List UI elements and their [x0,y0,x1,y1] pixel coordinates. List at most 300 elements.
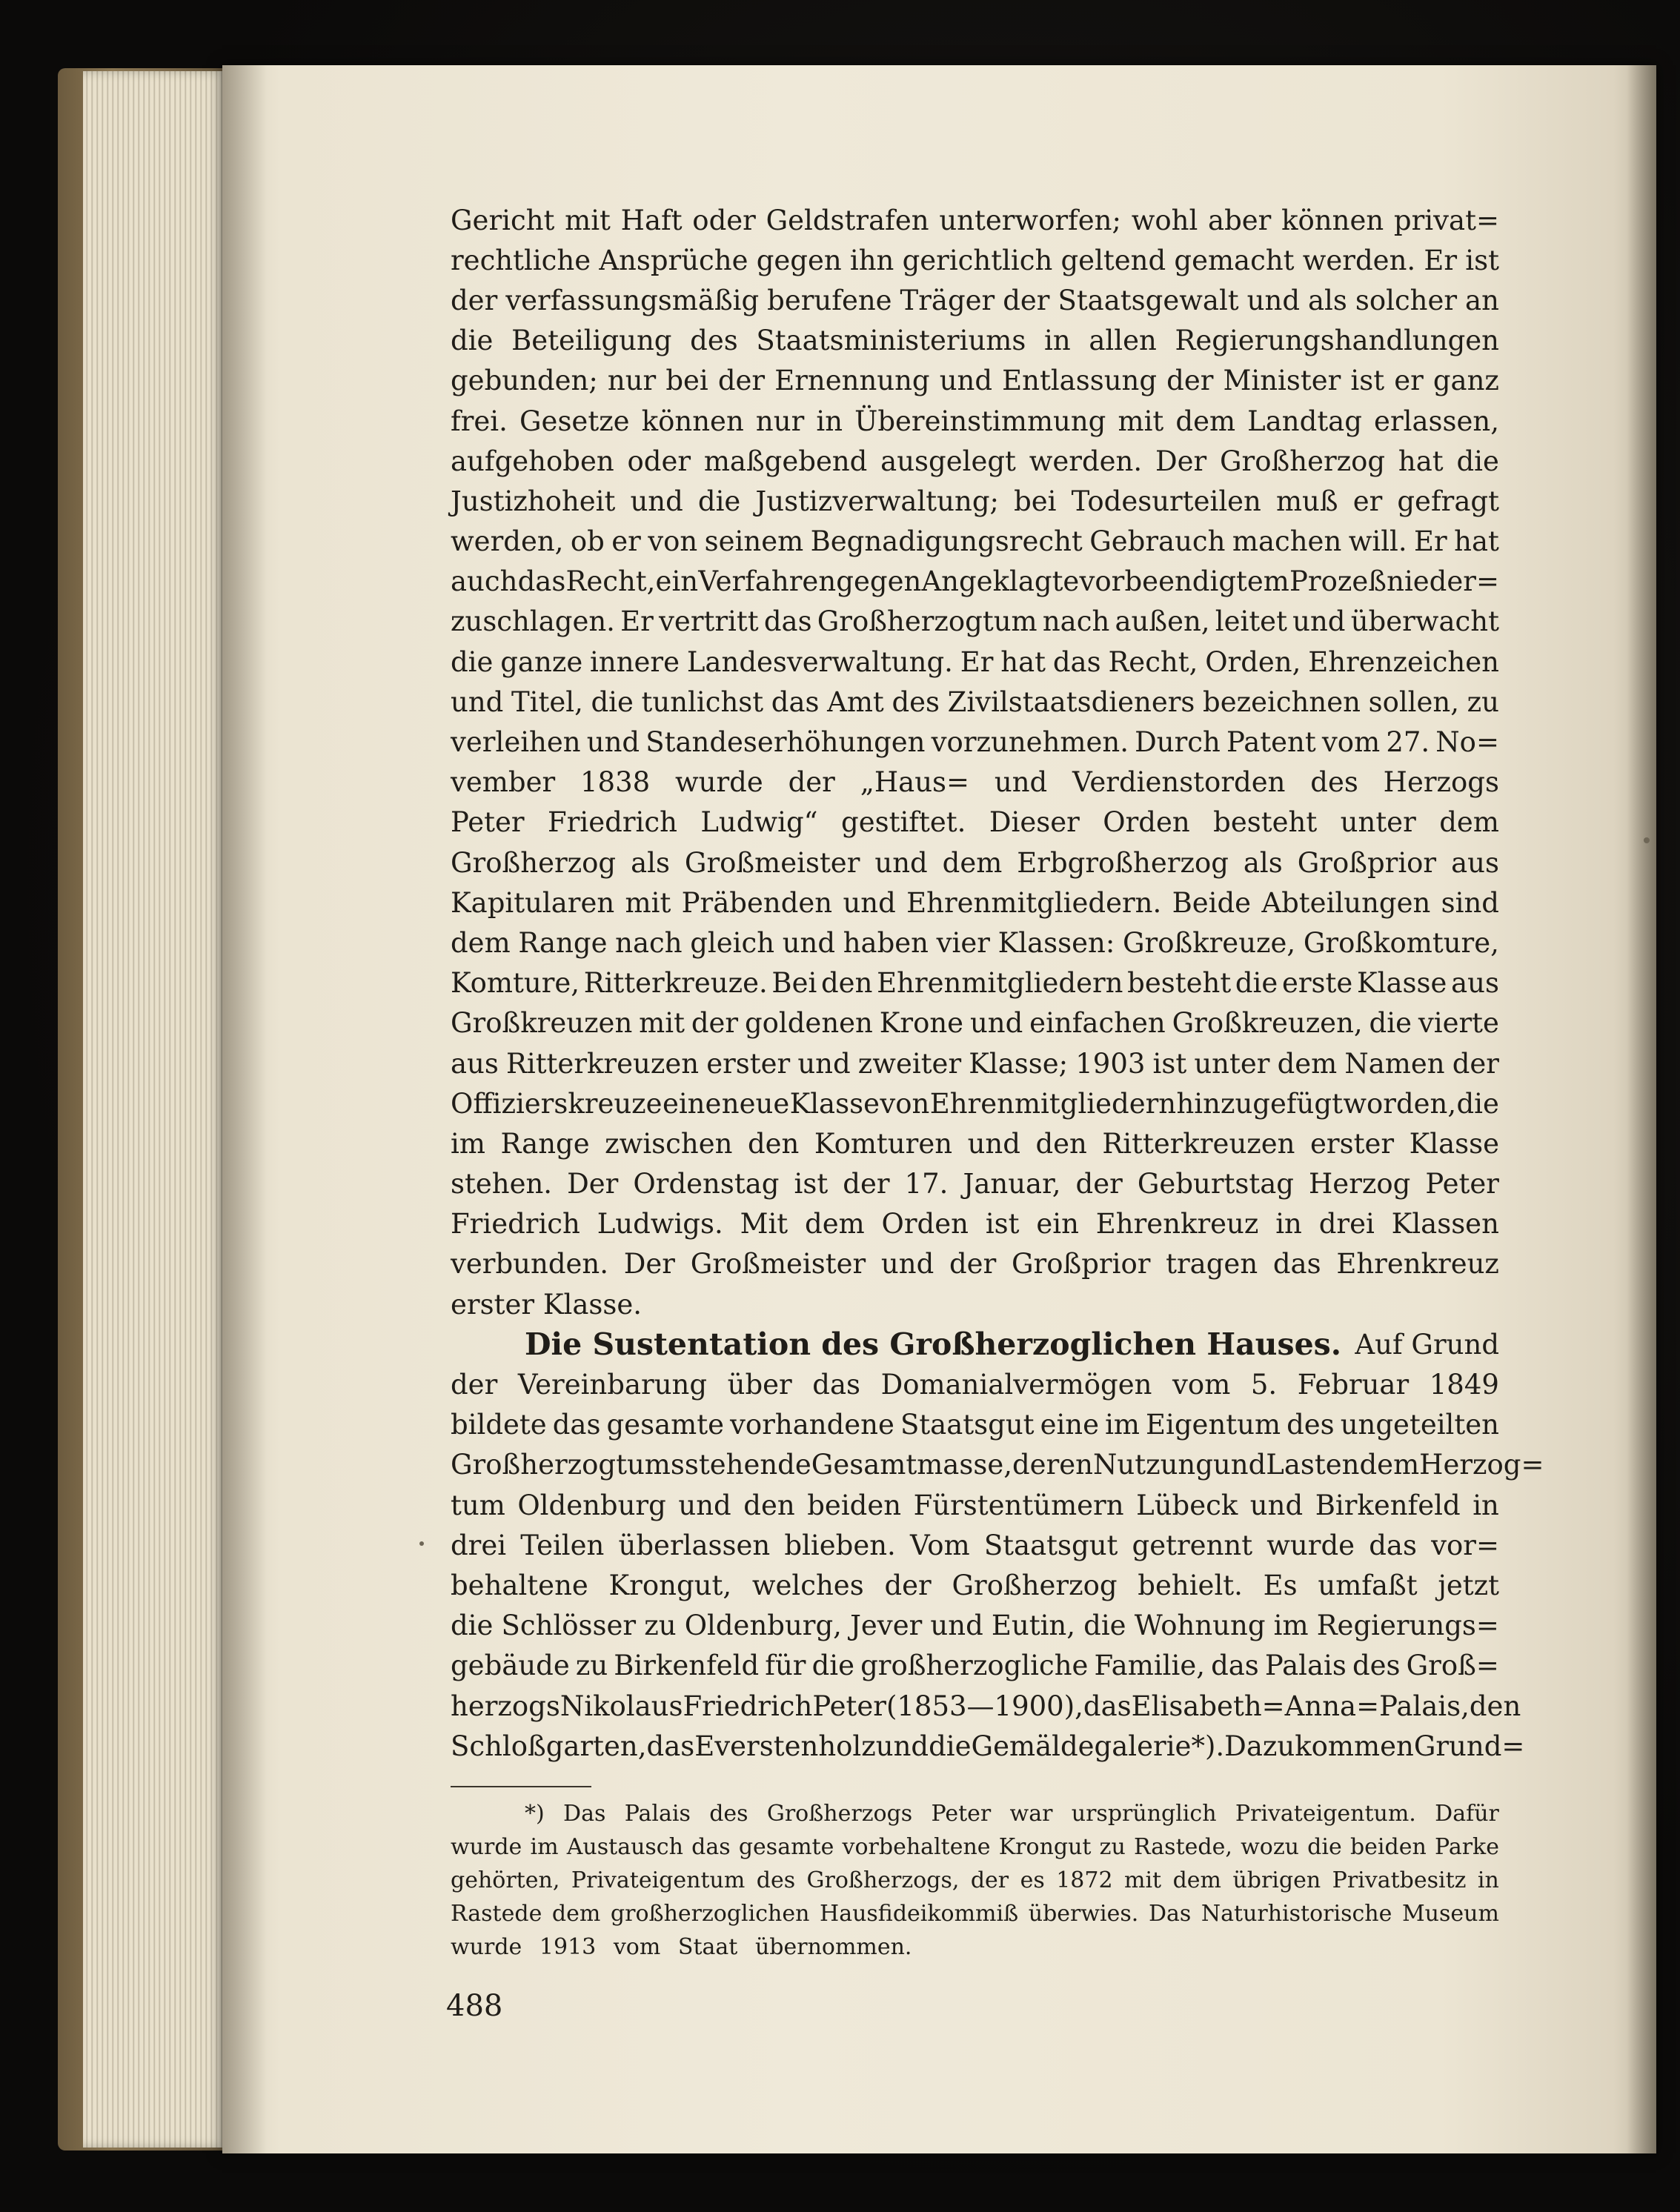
footnote-line [451,1930,1499,1964]
word: Amt [827,685,884,718]
paper-speck [419,1541,424,1546]
word: Großkreuze, [1122,926,1296,959]
word: Großprior [1297,846,1437,879]
word: eine [1040,1409,1100,1441]
word: zu [1467,685,1499,718]
word: das [763,605,812,638]
word: das [646,1730,695,1762]
word: Range [500,1127,590,1160]
word: Großkreuzen [451,1007,633,1040]
word: der [451,284,498,316]
word: Ansprüche [599,244,748,276]
word: ein [655,565,699,598]
word: im [1273,1610,1309,1642]
word: worden, [1343,1087,1457,1120]
word: Range [518,926,608,959]
word: dem [1172,1867,1221,1893]
word: Nutzung [1093,1449,1213,1481]
word: ursprünglich [1071,1801,1217,1827]
word: er [1352,485,1383,517]
word: haben [843,926,929,959]
word: 1849 [1429,1369,1499,1401]
word: vorhandene [730,1409,894,1441]
word: solcher [1355,284,1458,316]
word: großherzogliche [860,1650,1089,1682]
word: werden, [451,525,564,558]
spine-shadow [222,65,267,2153]
word: No= [1435,726,1499,759]
word: *) [525,1801,545,1827]
word: Krongut, [608,1569,732,1601]
text-line [451,1445,1544,1485]
word: Peter [812,1690,886,1722]
word: dem [805,1208,865,1240]
word: zu [575,1650,608,1682]
word: für [765,1650,806,1682]
word: zu [644,1610,677,1642]
text-line [451,361,1499,401]
word: die [1307,1834,1342,1860]
word: stehen. [451,1168,553,1200]
word: Der [623,1248,675,1281]
word: vor [1079,565,1125,598]
word: Nikolaus [560,1690,683,1722]
text-line [451,1405,1499,1445]
word: der [1075,1168,1123,1200]
word: im [530,1834,559,1860]
word: Landtag [1247,405,1362,437]
word: ist [985,1208,1020,1240]
word: ist [1465,244,1499,276]
word: verleihen [451,726,581,759]
word: in [1044,325,1071,357]
word: Angeklagte [921,565,1080,598]
word: verfassungsmäßig [505,284,760,316]
word: Herzog [1309,1168,1411,1200]
word: Er [1414,525,1447,558]
word: Vereinbarung [517,1369,708,1401]
word: hinzugefügt [1176,1087,1343,1120]
word: und [1212,1449,1266,1481]
word: Titel, [511,685,583,718]
word: Privateigentum. [1235,1801,1416,1827]
word: Ehrenkreuz [1336,1248,1499,1281]
word: Birkenfeld [614,1650,760,1682]
word: sollen, [1368,685,1459,718]
word: mit [639,1007,685,1040]
word: ein [1036,1208,1079,1240]
word: geltend [1060,244,1166,276]
word: Jever [850,1610,923,1642]
word: zwischen [605,1127,733,1160]
word: der [843,1168,890,1200]
page-edges [83,71,231,2148]
word: stehende [684,1449,811,1481]
word: vor= [1431,1529,1499,1561]
word: dem [451,926,511,959]
word: werden. [1029,445,1143,477]
text-line [451,321,1499,361]
word: seinem [704,525,804,558]
word: überwacht [1350,605,1499,638]
word: dem [1359,1449,1420,1481]
word: 17. [904,1168,949,1200]
word: vorbehaltene [842,1834,991,1860]
word: Februar [1297,1369,1410,1401]
word: und [969,1007,1023,1040]
word: von [880,1087,930,1120]
word: Lübeck [1136,1489,1238,1521]
word: und [1292,605,1346,638]
section-heading-continuation: Auf Grund [1355,1328,1499,1361]
text-line [451,883,1499,923]
word: vom [613,1934,661,1960]
word: wurde [451,1834,522,1860]
word: großherzoglichen [610,1901,810,1927]
word: zuschlagen. [451,605,615,638]
word: der [717,365,766,397]
word: Peter [931,1801,992,1827]
word: Krone [879,1007,964,1040]
word: und [880,1248,934,1281]
text-line [451,280,1499,320]
word: jetzt [1438,1569,1499,1601]
word: Das [563,1801,606,1827]
word: Ritterkreuzen [1102,1127,1295,1160]
word: Minister [1223,365,1341,397]
word: erste [1281,967,1353,1000]
word: Ehrenmitgliedern. [906,886,1162,919]
word: die [451,645,494,678]
word: Familie, [1094,1650,1205,1682]
word: Gebrauch [1089,525,1226,558]
word: Begnadigungsrecht [810,525,1083,558]
word: neue [721,1087,790,1120]
text-line [451,1164,1499,1204]
word: Hausfideikommiß [820,1901,1019,1927]
word: ihn [849,244,894,276]
word: das [1272,1248,1321,1281]
word: mit [625,886,671,919]
word: der [1452,1047,1499,1080]
word: Gemäldegalerie*). [971,1730,1225,1762]
text-line [451,1646,1499,1686]
word: Er [960,645,994,678]
word: bezeichnen [1203,685,1361,718]
word: Krongut [998,1834,1092,1860]
word: Eutin, [991,1610,1076,1642]
word: das [1369,1529,1417,1561]
word: die [1456,445,1499,477]
word: das [812,1369,861,1401]
word: der [970,1867,1009,1893]
word: Klassen [1391,1208,1499,1240]
word: vier [936,926,990,959]
word: und [939,365,993,397]
word: des [892,685,940,718]
word: wurde [674,766,763,799]
text-line [451,240,1499,280]
word: Bei [771,967,817,1000]
word: Beteiligung [511,325,672,357]
word: ob [570,525,605,558]
word: erster [706,1047,791,1080]
word: überlassen [618,1529,771,1561]
word: erster [1310,1127,1395,1160]
word: bildete [451,1409,547,1441]
word: nur [755,405,805,437]
word: und [678,1489,731,1521]
word: gebäude [451,1650,570,1682]
word: Staatsministeriums [756,325,1026,357]
word: Oldenburg, [684,1610,842,1642]
word: wurde [1266,1529,1355,1561]
word: Geburtstag [1137,1168,1294,1200]
word: Palais [624,1801,691,1827]
word: Staat [677,1934,738,1960]
section-heading-line [451,1324,1499,1364]
word: Januar, [963,1168,1061,1200]
word: verbunden. [451,1248,609,1281]
footnote-line [451,1830,1499,1864]
word: überwies. [1028,1901,1139,1927]
word: die [929,1730,972,1762]
word: Verdienstorden [1072,766,1286,799]
word: Oldenburg [517,1489,666,1521]
word: Friedrich [683,1690,813,1722]
word: Offizierskreuze [451,1087,663,1120]
word: besteht [1213,806,1318,839]
word: Geldstrafen [766,204,929,236]
word: Großherzogtum [817,605,1037,638]
word: Er [1424,244,1458,276]
page-number: 488 [446,1989,503,2023]
text-line [451,1083,1499,1123]
word: als [1243,846,1283,879]
word: ganz [1432,365,1499,397]
word: des [1286,1409,1335,1441]
word: die [451,325,494,357]
word: hat [1398,445,1444,477]
word: Eigentum [1146,1409,1281,1441]
word: Ludwigs. [597,1208,723,1240]
word: Ernennung [774,365,930,397]
word: Komture, [451,967,580,1000]
word: das [1052,645,1101,678]
word: deren [1012,1449,1093,1481]
text-line [451,682,1499,722]
word: er [611,525,641,558]
word: behaltene [451,1569,588,1601]
word: bei [665,365,708,397]
word: berufene [767,284,892,316]
word: Gesetze [519,405,630,437]
text-line [451,803,1499,843]
word: Recht, [1108,645,1198,678]
word: dem [1439,806,1499,839]
word: er [1394,365,1424,397]
word: das [552,1409,601,1441]
word: Träger [900,284,995,316]
word: die [697,485,741,517]
word: Ehrenmitgliedern [877,967,1123,1000]
word: die [591,685,634,718]
word: Justizverwaltung; [755,485,999,517]
word: leitet [1215,605,1287,638]
text-line [451,1003,1499,1043]
word: bei [1014,485,1057,517]
word: oder [692,204,756,236]
text-line [451,843,1499,883]
word: tum [451,1489,505,1521]
word: gestiftet. [841,806,966,839]
word: Erbgroßherzog [1017,846,1229,879]
word: Zivilstaatsdieners [947,685,1195,718]
word: gesamte [738,1834,834,1860]
word: Klasse; [969,1047,1069,1080]
word: Klasse [1356,967,1447,1000]
word: die [1083,1610,1126,1642]
word: Großherzog [952,1569,1118,1601]
word: ganze [500,645,583,678]
word: es [1020,1867,1045,1893]
word: Friedrich [451,1208,580,1240]
word: der [788,766,835,799]
word: ist [794,1168,829,1200]
word: den [1035,1127,1087,1160]
text-line [451,441,1499,481]
word: Todesurteilen [1071,485,1261,517]
text-line [451,562,1499,602]
word: 5. [1250,1369,1278,1401]
word: behielt. [1138,1569,1243,1601]
word: Gesamtmasse, [811,1449,1012,1481]
word: Das [1148,1901,1192,1927]
word: Es [1263,1569,1298,1601]
text-line [451,1123,1499,1163]
word: des [709,1801,748,1827]
word: gefragt [1397,485,1499,517]
word: „Haus= [860,766,970,799]
word: Großprior [1012,1248,1151,1281]
text-line [451,602,1499,642]
right-edge-shadow [1627,65,1656,2153]
word: Großherzogtums [451,1449,685,1481]
word: Ritterkreuze. [583,967,768,1000]
word: Orden [881,1208,969,1240]
word: und [1246,284,1301,316]
word: besteht [1127,967,1232,1000]
word: frei. [451,405,508,437]
word: der [1166,365,1214,397]
word: Staatsgut [983,1529,1118,1561]
word: Herzogs [1383,766,1499,799]
word: drei [451,1529,507,1561]
word: eine [662,1087,722,1120]
word: Übereinstimmung [854,405,1106,437]
word: die [1456,1087,1499,1120]
word: Regierungs= [1316,1610,1499,1642]
word: Domanialvermögen [880,1369,1152,1401]
text-line [451,1485,1499,1525]
word: vertritt [659,605,759,638]
word: und [1249,1489,1304,1521]
word: in [816,405,843,437]
word: aufgehoben [451,445,614,477]
word: Ehrenmitgliedern [929,1087,1177,1120]
word: unter [1194,1047,1270,1080]
word: das [691,1834,731,1860]
footnote-line [451,1797,1499,1830]
word: getrennt [1132,1529,1253,1561]
word: übernommen. [754,1934,912,1960]
word: Großmeister [690,1248,866,1281]
word: Mit [740,1208,788,1240]
word: des [1310,766,1358,799]
word: (1853—1900), [886,1690,1083,1722]
word: gebunden; [451,365,598,397]
text-line [451,200,1499,240]
word: 1838 [580,766,651,799]
footnote-line [451,1864,1499,1897]
word: zweiter [857,1047,962,1080]
word: Lasten [1266,1449,1360,1481]
word: Orden [1103,806,1190,839]
word: Er [620,605,654,638]
word: Justizhoheit [451,485,616,517]
word: Der [567,1168,619,1200]
word: ist [1152,1047,1187,1080]
word: Klasse [789,1087,880,1120]
word: Kapitularen [451,886,615,919]
word: 27. [1386,726,1430,759]
word: Abteilungen [1261,886,1431,919]
word: Dazu [1224,1730,1295,1762]
word: privat= [1393,204,1499,236]
word: vorzunehmen. [931,726,1129,759]
text-line [451,642,1499,682]
word: die [1235,967,1278,1000]
word: blieben. [784,1529,896,1561]
text-line [451,923,1499,963]
word: Friedrich [548,806,677,839]
word: Großkomture, [1303,926,1499,959]
word: Klasse [1409,1127,1499,1160]
word: 1872 [1056,1867,1113,1893]
word: und [930,1610,983,1642]
word: in [1473,1489,1499,1521]
word: muß [1275,485,1338,517]
word: Entlassung [1002,365,1158,397]
word: über [727,1369,792,1401]
word: Staatsgut [900,1409,1035,1441]
word: der [1003,284,1050,316]
word: hat [1454,525,1499,558]
word: Austausch [566,1834,683,1860]
word: erlassen, [1374,405,1499,437]
word: dem [1277,1047,1338,1080]
word: aber [1208,204,1272,236]
word: aus [1451,846,1499,879]
word: Birkenfeld [1315,1489,1461,1521]
word: Dafür [1435,1801,1499,1827]
word: den [821,967,873,1000]
word: Verfahren [698,565,837,598]
word: nur [607,365,657,397]
word: im [1105,1409,1140,1441]
word: Everstenholz [694,1730,876,1762]
footnotes [451,1797,1499,1964]
